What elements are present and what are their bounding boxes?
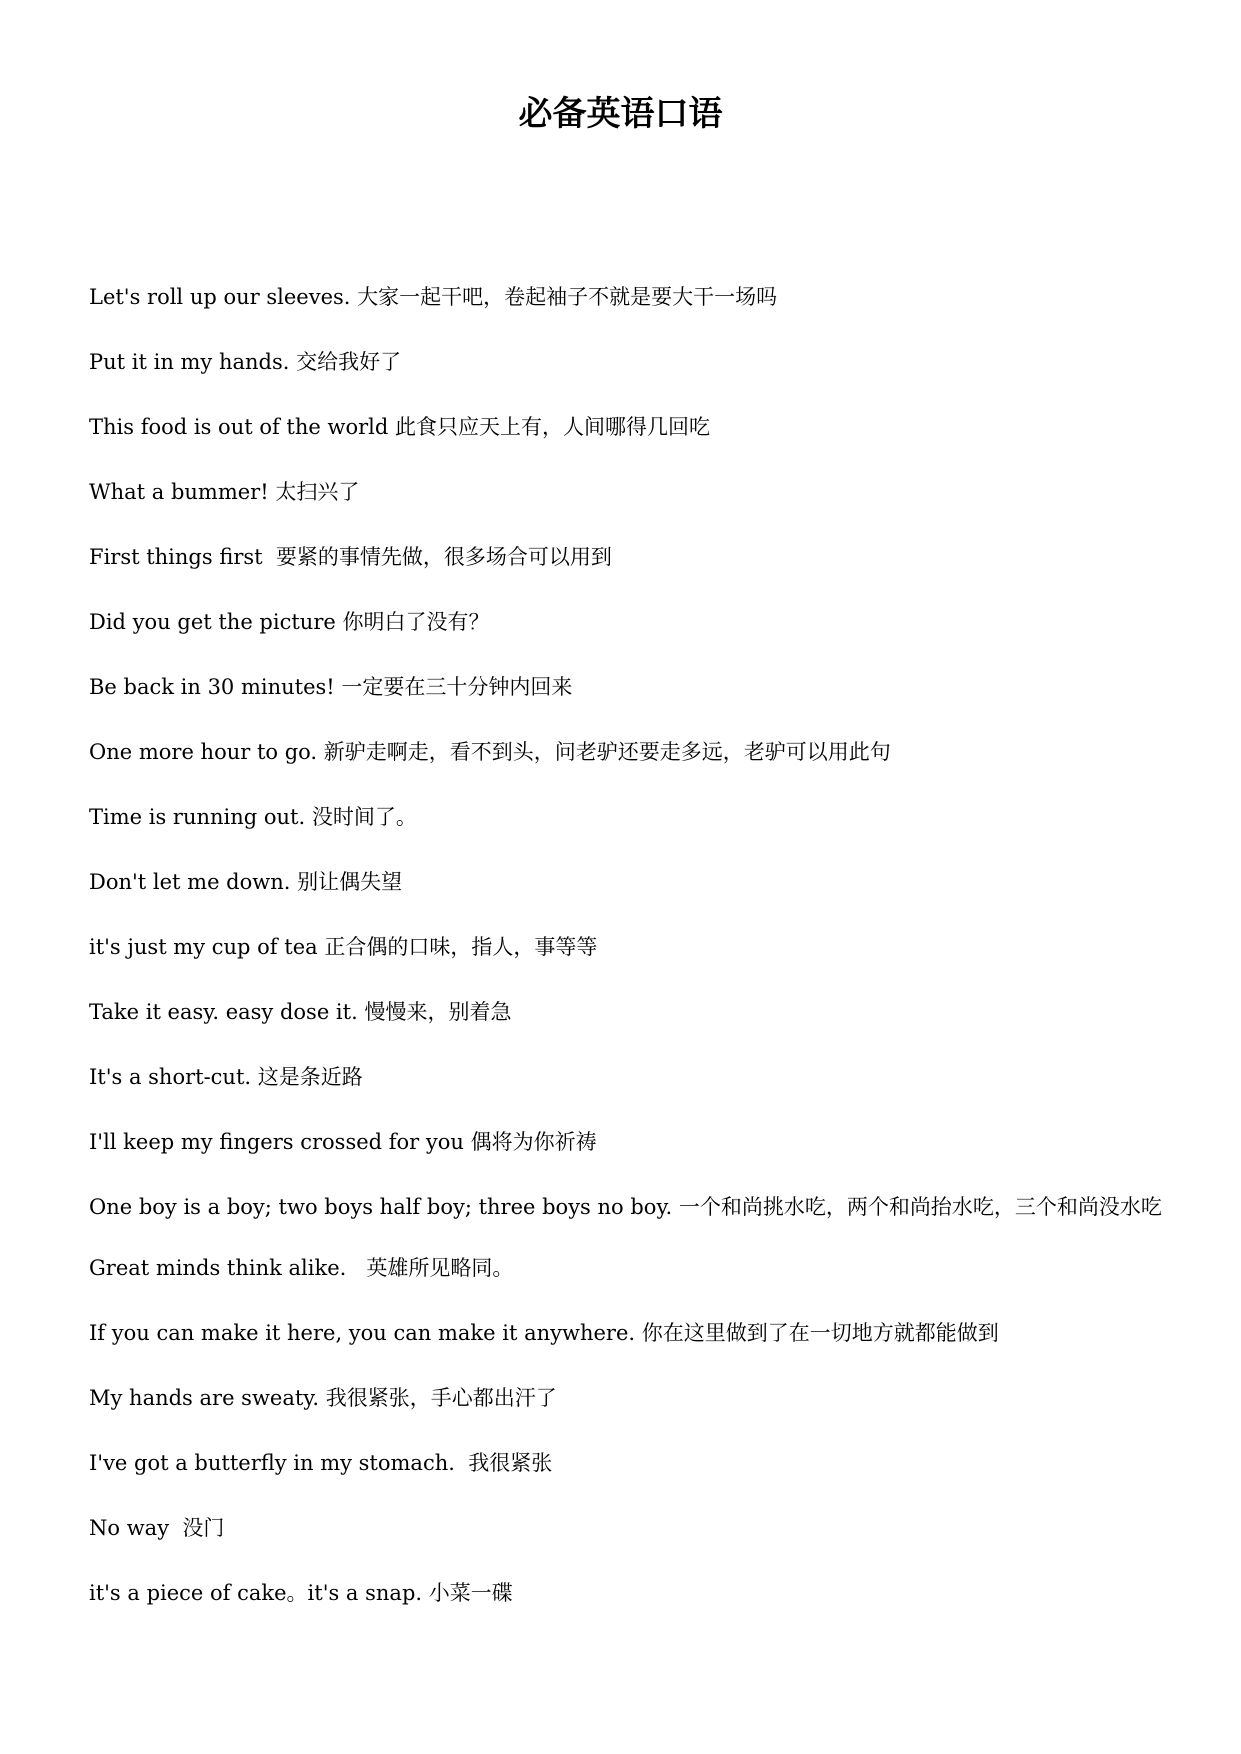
phrase-line: Be back in 30 minutes! 一定要在三十分钟内回来 <box>89 675 573 699</box>
phrase-line: Put it in my hands. 交给我好了 <box>89 350 402 374</box>
phrase-line: Time is running out. 没时间了。 <box>89 805 417 829</box>
phrase-line: it's a piece of cake。it's a snap. 小菜一碟 <box>89 1581 513 1605</box>
phrase-line: it's just my cup of tea 正合偶的口味，指人，事等等 <box>89 935 598 959</box>
phrase-line: Did you get the picture 你明白了没有？ <box>89 610 490 634</box>
phrase-line: Don't let me down. 别让偶失望 <box>89 870 403 894</box>
document-title: 必备英语口语 <box>518 94 723 134</box>
phrase-line: Great minds think alike. 英雄所见略同。 <box>89 1256 514 1280</box>
phrase-line: Take it easy. easy dose it. 慢慢来，别着急 <box>89 1000 512 1024</box>
phrase-line: No way 没门 <box>89 1516 225 1540</box>
phrase-line: If you can make it here, you can make it anywhere. 你在这里做到了在一切地方就都能做到 <box>89 1321 999 1345</box>
phrase-line: First things first 要紧的事情先做，很多场合可以用到 <box>89 545 612 569</box>
phrase-line: This food is out of the world 此食只应天上有，人间哪得几回吃 <box>89 415 710 439</box>
phrase-list <box>89 282 1189 1643</box>
phrase-line: Let's roll up our sleeves. 大家一起干吧，卷起袖子不就是要大干一场吗 <box>89 285 778 309</box>
phrase-line: I've got a butterfly in my stomach. 我很紧张 <box>89 1451 553 1475</box>
phrase-line: I'll keep my fingers crossed for you 偶将为你祈祷 <box>89 1130 597 1154</box>
phrase-line: My hands are sweaty. 我很紧张，手心都出汗了 <box>89 1386 557 1410</box>
phrase-line: What a bummer! 太扫兴了 <box>89 480 360 504</box>
phrase-line: One more hour to go. 新驴走啊走，看不到头，问老驴还要走多远，老驴可以用此句 <box>89 740 891 764</box>
phrase-line: One boy is a boy; two boys half boy; three boys no boy. 一个和尚挑水吃，两个和尚抬水吃，三个和尚没水吃 <box>89 1195 1162 1219</box>
phrase-line: It's a short-cut. 这是条近路 <box>89 1065 363 1089</box>
